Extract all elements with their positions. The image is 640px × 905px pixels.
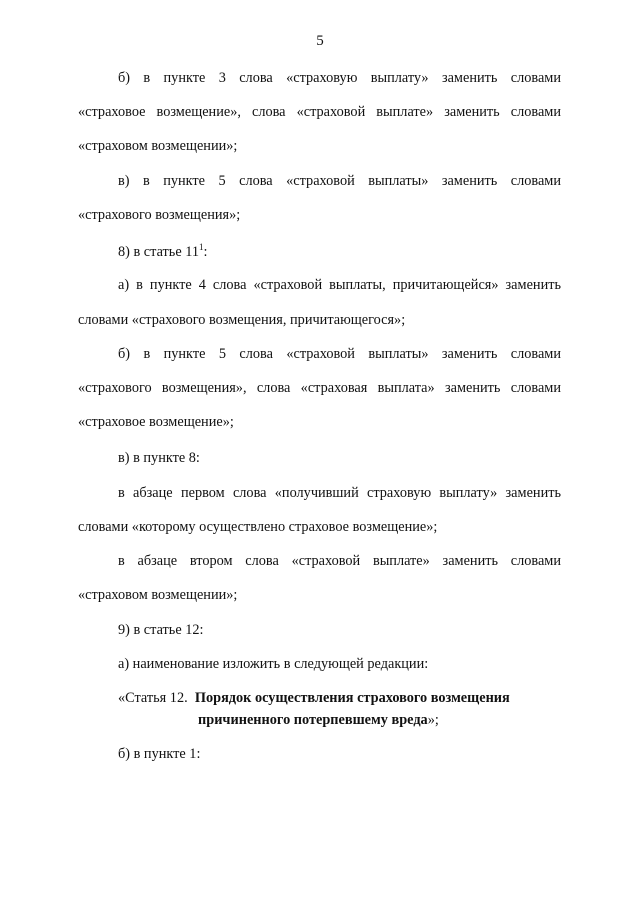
text-line: а) в пункте 4 слова «страховой выплаты, причитающейся» заменить xyxy=(118,277,561,293)
heading-suffix: »; xyxy=(427,712,439,728)
text-line: б) в пункте 1: xyxy=(118,746,201,762)
text-line: «страховое возмещение», слова «страховой выплате» заменить словами xyxy=(78,104,561,120)
text-line: словами «которому осуществлено страховое возмещение»; xyxy=(78,519,438,535)
text-fragment: : xyxy=(203,244,208,260)
text-line: в абзаце втором слова «страховой выплате» заменить словами xyxy=(118,553,561,569)
text-fragment: 8) в статье 11 xyxy=(118,244,200,260)
text-line: «страховом возмещении»; xyxy=(78,138,238,154)
text-line: а) наименование изложить в следующей редакции: xyxy=(118,656,429,672)
article-heading-line xyxy=(198,712,439,729)
superscript: 1 xyxy=(199,242,204,252)
text-line xyxy=(118,242,561,261)
text-line: б) в пункте 5 слова «страховой выплаты» заменить словами xyxy=(118,346,561,362)
text-line: словами «страхового возмещения, причитающегося»; xyxy=(78,312,406,328)
page-number: 5 xyxy=(316,33,324,49)
text-line: «страхового возмещения», слова «страховая выплата» заменить словами xyxy=(78,380,561,396)
text-line: «страхового возмещения»; xyxy=(78,207,241,223)
text-line: 9) в статье 12: xyxy=(118,622,204,638)
article-heading-line xyxy=(118,690,510,707)
heading-title: причиненного потерпевшему вреда xyxy=(198,712,428,728)
heading-title: Порядок осуществления страхового возмещения xyxy=(194,690,510,706)
heading-prefix: «Статья 12. xyxy=(118,690,188,706)
text-line: в абзаце первом слова «получивший страховую выплату» заменить xyxy=(118,485,561,501)
text-line: б) в пункте 3 слова «страховую выплату» заменить словами xyxy=(118,70,561,86)
text-line: в) в пункте 5 слова «страховой выплаты» заменить словами xyxy=(118,173,561,189)
text-line: «страховое возмещение»; xyxy=(78,414,234,430)
text-line: «страховом возмещении»; xyxy=(78,587,238,603)
text-line: в) в пункте 8: xyxy=(118,450,200,466)
